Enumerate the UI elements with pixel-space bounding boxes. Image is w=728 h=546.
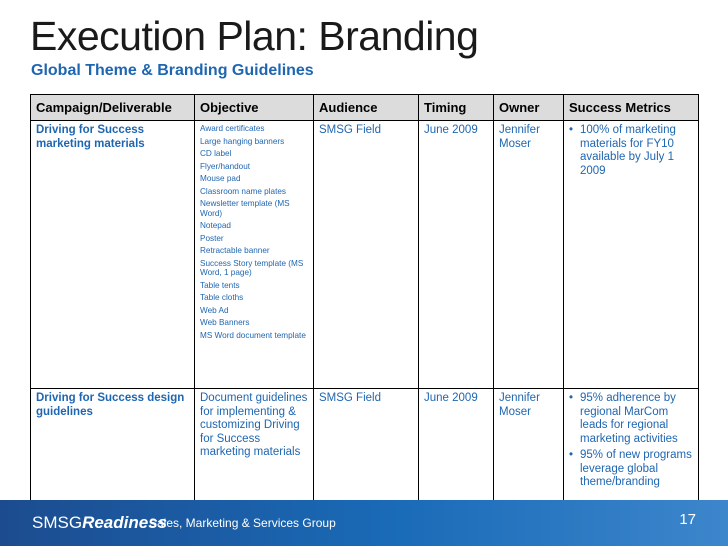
objective-item: Web Banners (200, 318, 250, 327)
brand-prefix: SMSG (32, 513, 83, 532)
table-header-row (31, 95, 699, 121)
footer-bar (0, 500, 728, 546)
objective-item: Classroom name plates (200, 186, 287, 196)
header-timing: Timing (419, 95, 494, 121)
brand-tagline: Sales, Marketing & Services Group (149, 516, 336, 530)
header-owner: Owner (494, 95, 564, 121)
slide-title: Execution Plan: Branding (30, 13, 479, 59)
header-campaign: Campaign/Deliverable (31, 95, 195, 121)
brand-suffix: Readiness (82, 513, 168, 532)
metric-item: • 100% of marketing materials for FY10 available by July 1 2009 (569, 124, 693, 178)
smsg-readiness-logo (32, 513, 167, 533)
metrics-cell (564, 121, 699, 389)
metric-item: • 95% adherence by regional MarCom leads for regional marketing activities (569, 392, 693, 446)
objective-item: Large hanging banners (200, 136, 285, 146)
objective-item: Newsletter template (MS Word) (200, 199, 290, 218)
slide-subtitle: Global Theme & Branding Guidelines (31, 62, 314, 79)
page-number: 17 (679, 511, 696, 528)
metric-item: • 95% of new programs leverage global theme/branding (569, 449, 693, 490)
objective-item: Web Ad (200, 305, 229, 315)
objective-item: Notepad (200, 221, 231, 230)
audience-cell: SMSG Field (314, 121, 419, 389)
objective-item: Flyer/handout (200, 161, 251, 171)
objective-item: Mouse pad (200, 174, 241, 183)
objective-item: Retractable banner (200, 246, 270, 255)
timing-cell: June 2009 (419, 121, 494, 389)
objective-item: MS Word document template (200, 330, 306, 340)
objective-item: Success Story template (MS Word, 1 page) (200, 258, 304, 277)
header-objective: Objective (195, 95, 314, 121)
table-row (31, 389, 699, 514)
objective-item: Table cloths (200, 293, 244, 302)
timing-cell: June 2009 (419, 389, 494, 514)
objective-item: Table tents (200, 280, 240, 290)
owner-cell: Jennifer Moser (494, 389, 564, 514)
objective-cell (195, 121, 314, 389)
metrics-list (569, 392, 693, 490)
metrics-cell (564, 389, 699, 514)
owner-cell: Jennifer Moser (494, 121, 564, 389)
header-audience: Audience (314, 95, 419, 121)
objective-item: Poster (200, 233, 224, 243)
campaign-cell: Driving for Success design guidelines (31, 389, 195, 514)
execution-plan-table (30, 94, 699, 514)
objective-item: CD label (200, 149, 232, 158)
audience-cell: SMSG Field (314, 389, 419, 514)
objective-cell: Document guidelines for implementing & customizing Driving for Success marketing materials (195, 389, 314, 514)
table-row (31, 121, 699, 389)
metrics-list (569, 124, 693, 178)
campaign-cell: Driving for Success marketing materials (31, 121, 195, 389)
header-metrics: Success Metrics (564, 95, 699, 121)
objective-item: Award certificates (200, 124, 265, 133)
